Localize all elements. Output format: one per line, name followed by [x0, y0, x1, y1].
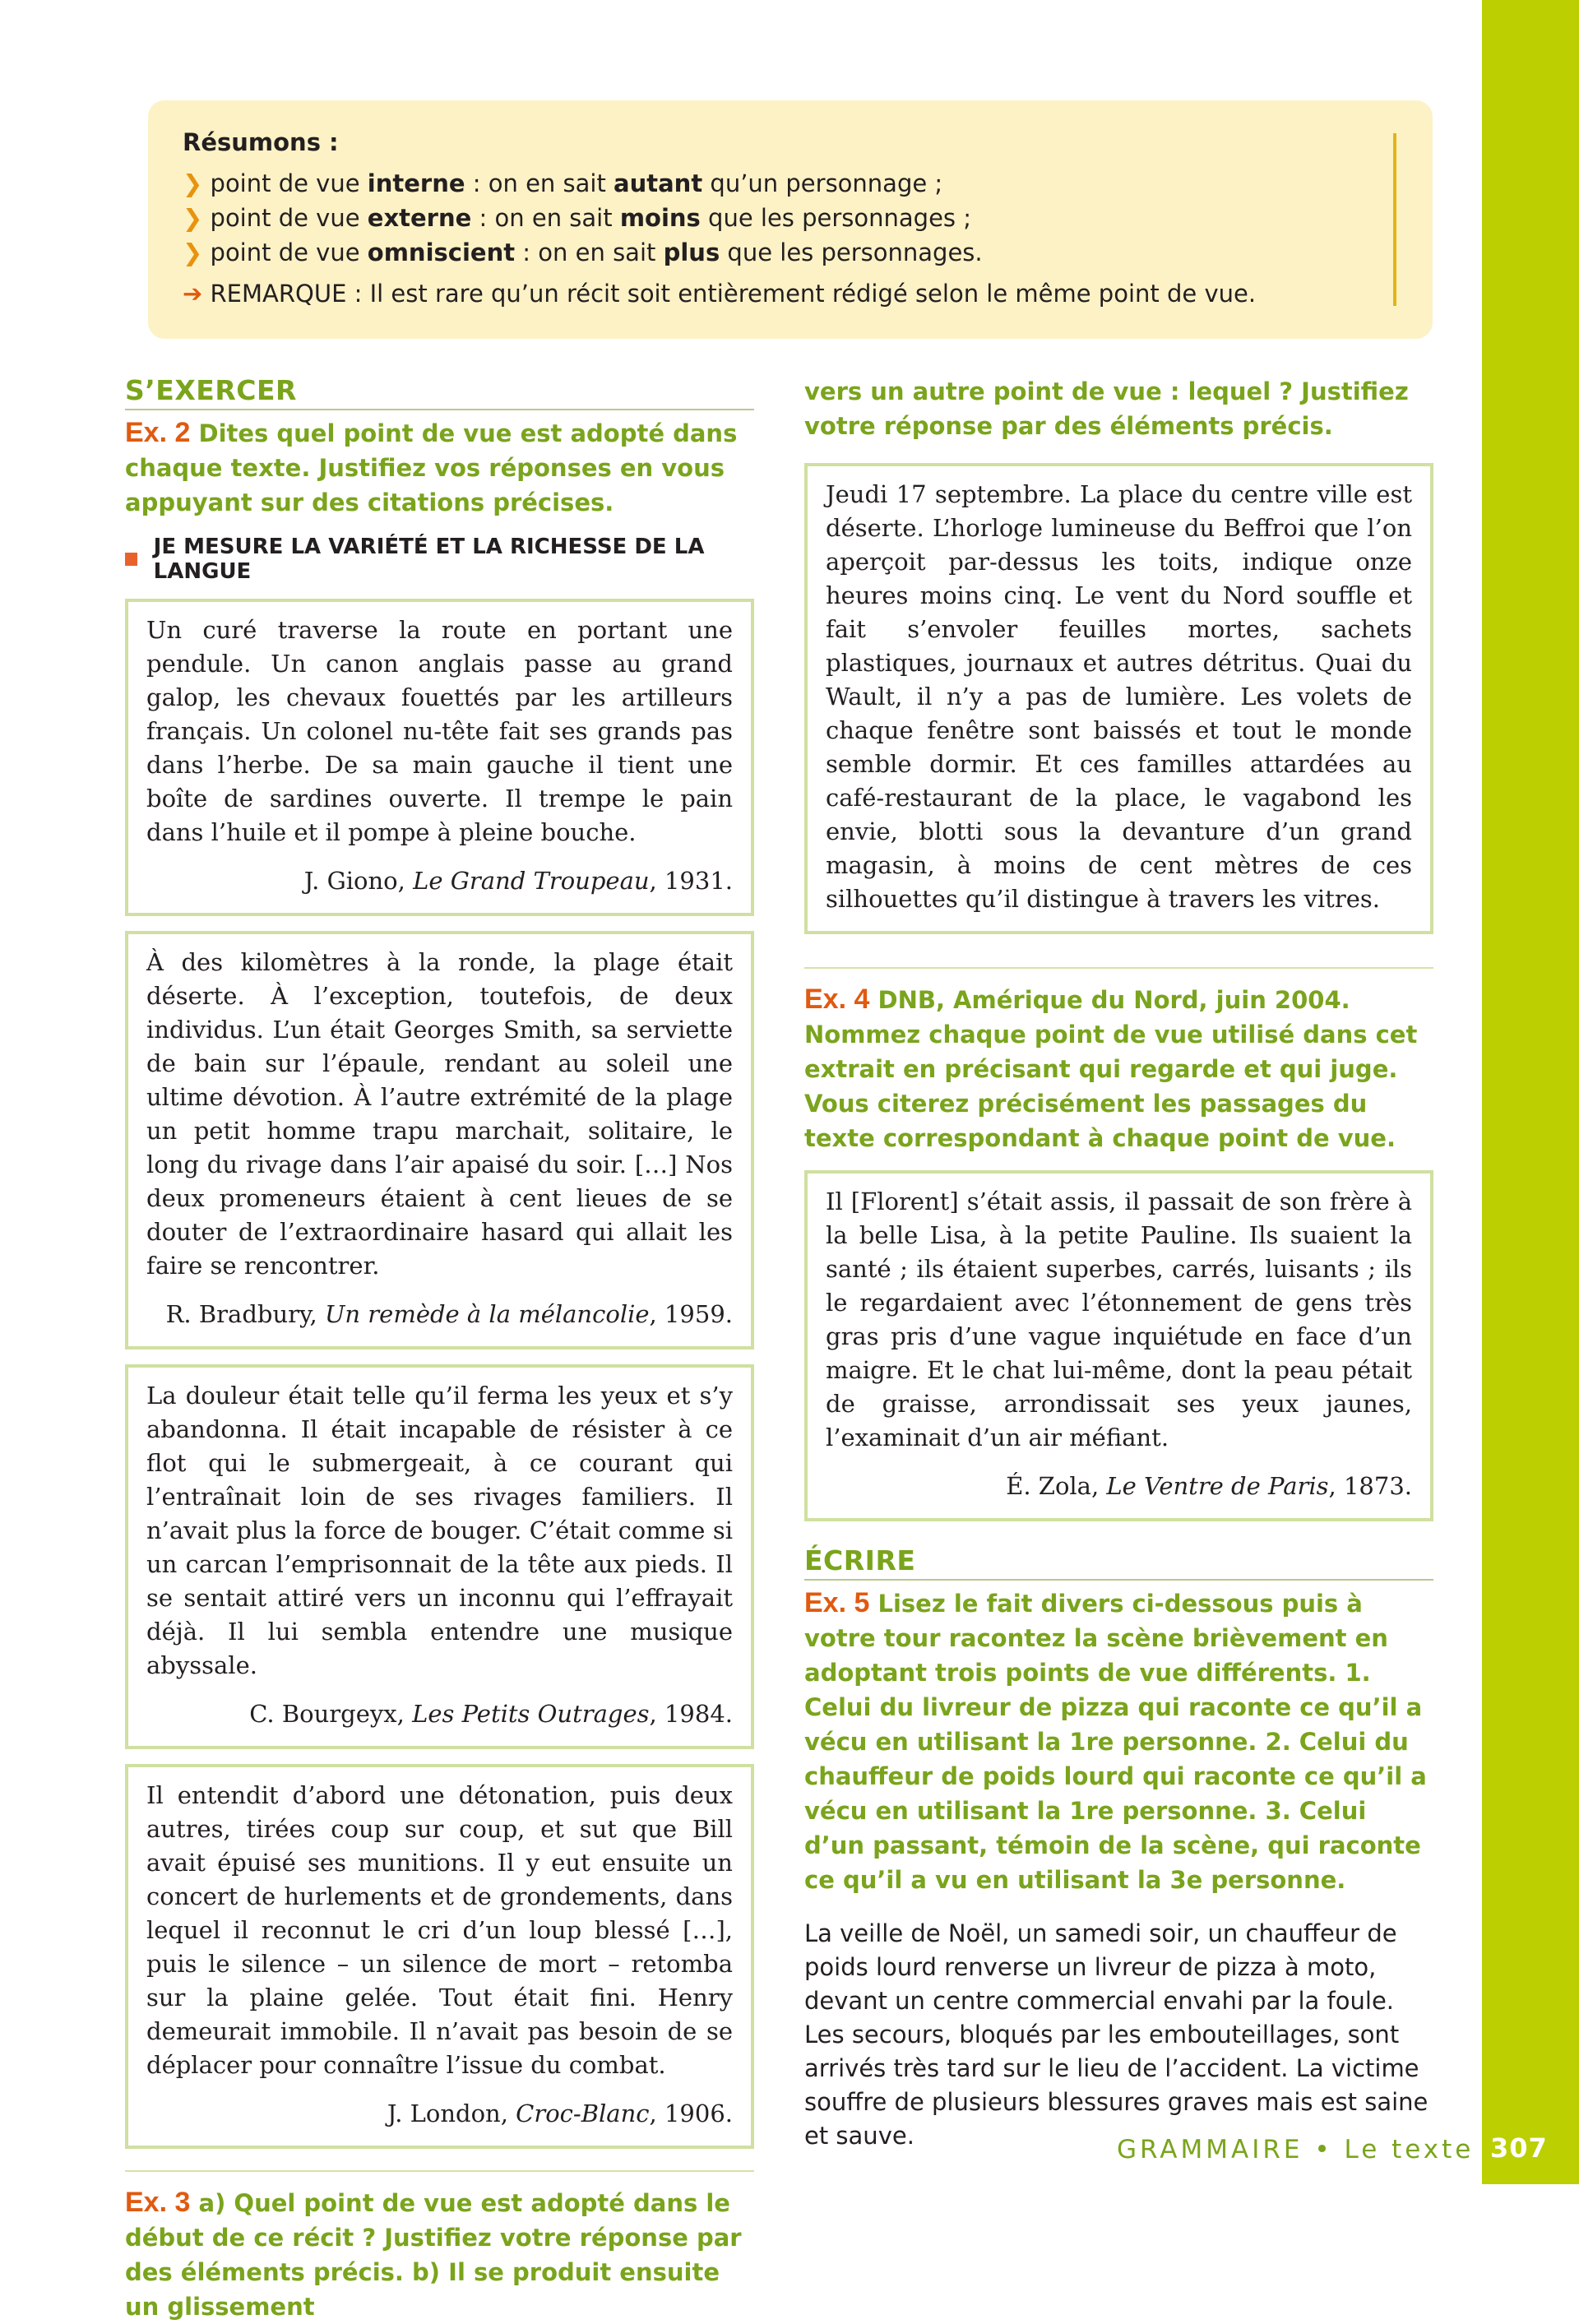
section-title-ecrire: ÉCRIRE: [804, 1544, 1433, 1581]
excerpt-giono: [125, 599, 754, 916]
exercise-instruction: DNB, Amérique du Nord, juin 2004. Nommez chaque point de vue utilisé dans cet extrait en précisant qui regarde et qui juge. Vous citerez précisément les passages du texte correspondant à chaque point de vue.: [804, 986, 1418, 1152]
exercise-3-continued: vers un autre point de vue : lequel ? Justifiez votre réponse par des éléments précis.: [804, 377, 1409, 440]
exercise-instruction: Lisez le fait divers ci-dessous puis à votre tour racontez la scène brièvement en adoptant trois points de vue différents. 1. Celui du livreur de pizza qui raconte ce qu’il a vécu en utilisant la 1re personne. 2. Celui du chauffeur de poids lourd qui raconte ce qu’il a vécu en utilisant la 1re personne. 3. Celui d’un passant, témoin de la scène, qui raconte ce qu’il a vu en utilisant la 3e personne.: [804, 1590, 1427, 1894]
exercise-instruction: a) Quel point de vue est adopté dans le début de ce récit ? Justifiez votre réponse par des éléments précis. b) Il se produit ensuite un glissement: [125, 2189, 742, 2321]
excerpt-text: La douleur était telle qu’il ferma les yeux et s’y abandonna. Il était incapable de résister à ce flot qui le submergeait, à ce courant qui l’entraînait loin de ses rivages familiers. Il n’avait plus la force de bouger. C’était comme si un carcan l’emprisonnait de la tête aux pieds. Il se sentait attiré vers un inconnu qui l’effrayait déjà. Il lui sembla entendre une musique abyssale.: [146, 1382, 733, 1679]
exercise-number: Ex. 5: [804, 1587, 870, 1618]
citation: J. London, Croc-Blanc, 1906.: [387, 2099, 733, 2127]
excerpt-text: Il entendit d’abord une détonation, puis deux autres, tirées coup sur coup, et sut que Bill avait épuisé ses munitions. Il y eut ensuite un concert de hurlements et de grondements, dans lequel il reconnut le cri d’un loup blessé […], puis le silence – un silence de mort – retomba sur la plaine gelée. Tout était fini. Henry demeurait immobile. Il n’avait pas besoin de se déplacer pour connaître l’issue du combat.: [146, 1781, 733, 2079]
fait-divers-text: La veille de Noël, un samedi soir, un chauffeur de poids lourd renverse un livreur de pizza à moto, devant un centre commercial envahi par la foule. Les secours, bloqués par les embouteillages, sont arrivés très tard sur le lieu de l’accident. La victime souffre de plusieurs blessures graves mais est saine et sauve.: [804, 1919, 1429, 2150]
exercise-instruction: Dites quel point de vue est adopté dans chaque texte. Justifiez vos réponses en vous appuyant sur des citations précises.: [125, 419, 738, 516]
chevron-right-icon: ❯: [183, 204, 203, 232]
right-column: [804, 374, 1433, 2153]
citation: J. Giono, Le Grand Troupeau, 1931.: [303, 867, 733, 895]
summary-title: Résumons :: [183, 128, 339, 156]
summary-item-omniscient: ❯ point de vue omniscient : on en sait plus que les personnages.: [183, 238, 983, 266]
arrow-right-icon: ➔: [183, 280, 203, 308]
subheading: JE MESURE LA VARIÉTÉ ET LA RICHESSE DE LA LANGUE: [125, 535, 754, 584]
excerpt-text: Il [Florent] s’était assis, il passait de son frère à la belle Lisa, à la petite Pauline. Ils suaient la santé ; ils étaient superbes, carrés, luisants ; ils le regardaient avec l’étonnement de gens très gras pris d’une vague inquiétude en face d’un maigre. Et le chat lui-même, dont la peau pétait de graisse, arrondissait ses yeux jaunes, l’examinait d’un air méfiant.: [826, 1187, 1412, 1451]
exercise-number: Ex. 2: [125, 417, 191, 448]
exercise-number: Ex. 3: [125, 2187, 191, 2218]
exercise-4: [804, 982, 1433, 1155]
square-bullet-icon: [125, 553, 137, 566]
running-footer: GRAMMAIRE • Le texte: [1117, 2135, 1475, 2164]
excerpt-zola: [804, 1170, 1433, 1521]
excerpt-text: À des kilomètres à la ronde, la plage était déserte. À l’exception, toutefois, de deux individus. L’un était Georges Smith, sa serviette de bain sur l’épaule, rendant au soleil une ultime dévotion. À l’autre extrémité de la plage un petit homme trapu marchait, solitaire, le long du rivage dans l’air apaisé du soir. […] Nos deux promeneurs étaient à cent lieues de se douter de l’extraordinaire hasard qui allait les faire se rencontrer.: [146, 948, 733, 1280]
exercise-number: Ex. 4: [804, 984, 870, 1015]
chevron-right-icon: ❯: [183, 169, 203, 197]
citation: R. Bradbury, Un remède à la mélancolie, 1959.: [165, 1300, 733, 1328]
excerpt-text: Jeudi 17 septembre. La place du centre ville est déserte. L’horloge lumineuse du Beffroi que l’on aperçoit par-dessus les toits, indique onze heures moins cinq. Le vent du Nord souffle et fait s’envoler feuilles mortes, sachets plastiques, journaux et autres détritus. Quai du Wault, il n’y a pas de lumière. Les volets de chaque fenêtre sont baissés et tout le monde semble dormir. Et ces familles attardées au café-restaurant de la place, le vagabond les envie, blotti sous la devanture d’un grand magasin, à moins de cent mètres de ces silhouettes qu’il distingue à travers les vitres.: [826, 480, 1412, 913]
citation: C. Bourgeyx, Les Petits Outrages, 1984.: [249, 1700, 733, 1728]
chevron-right-icon: ❯: [183, 238, 203, 266]
excerpt-text: Un curé traverse la route en portant une pendule. Un canon anglais passe au grand galop, les chevaux fouettés par les artilleurs français. Un colonel nu-tête fait ses grands pas dans l’herbe. De sa main gauche il tient une boîte de sardines ouverte. Il trempe le pain dans l’huile et il pompe à pleine bouche.: [146, 616, 733, 846]
separator: [125, 2170, 754, 2172]
page-number: 307: [1490, 2132, 1548, 2164]
exercise-3: [125, 2185, 754, 2324]
excerpt-bradbury: [125, 931, 754, 1349]
excerpt-bourgeyx: [125, 1364, 754, 1749]
summary-item-interne: ❯ point de vue interne : on en sait autant qu’un personnage ;: [183, 169, 943, 197]
exercise-2: [125, 415, 754, 520]
summary-box: [148, 100, 1433, 339]
summary-item-externe: ❯ point de vue externe : on en sait moins que les personnages ;: [183, 204, 972, 232]
excerpt-london: [125, 1764, 754, 2149]
side-band: [1482, 0, 1579, 2184]
summary-rule: [1393, 133, 1396, 306]
exercise-5: [804, 1586, 1433, 1897]
citation: É. Zola, Le Ventre de Paris, 1873.: [1006, 1472, 1412, 1500]
separator: [804, 967, 1433, 969]
section-title-sexercer: S’EXERCER: [125, 374, 754, 410]
excerpt-ex3: [804, 463, 1433, 934]
summary-list: [183, 166, 1367, 311]
left-column: [125, 374, 754, 2324]
summary-note: ➔ REMARQUE : Il est rare qu’un récit soit entièrement rédigé selon le même point de vue.: [183, 280, 1257, 308]
